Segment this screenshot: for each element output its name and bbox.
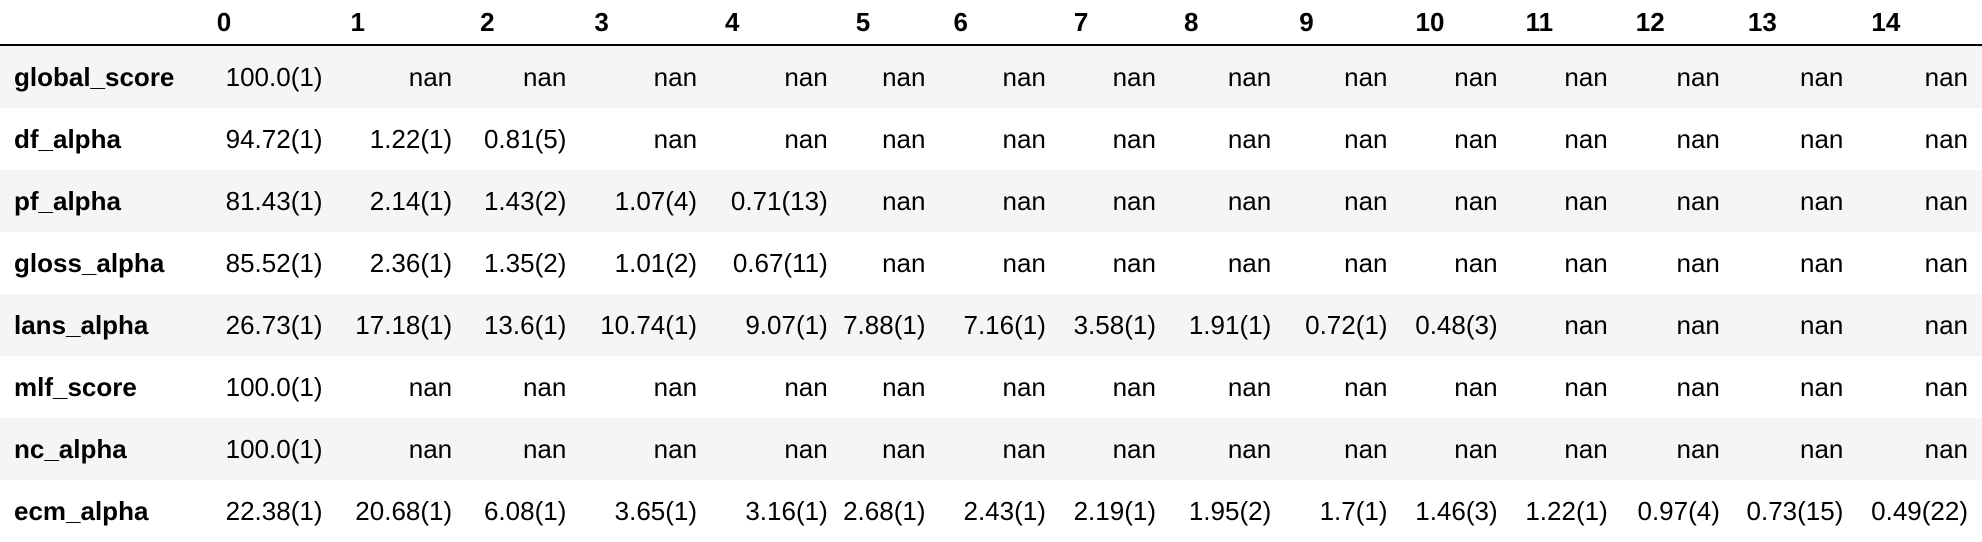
table-row [0,480,1982,542]
table-cell: 1.91(1) [1188,309,1272,340]
column-header: 7 [1060,0,1170,45]
table-cell: nan [1344,371,1388,402]
table-cell: nan [1799,371,1844,402]
table-cell: nan [1924,61,1968,92]
table-cell: nan [1112,61,1156,92]
table-cell: 2.43(1) [963,495,1046,526]
table-cell: nan [784,123,828,154]
table-cell: 1.01(2) [614,247,698,278]
table-row [0,294,1982,356]
table-cell: nan [1454,123,1498,154]
table-cell: 0.67(11) [732,247,828,278]
table-cell: 1.22(1) [369,123,453,154]
table-cell: nan [653,123,698,154]
table-cell: nan [1227,247,1272,278]
column-header: 9 [1285,0,1401,45]
column-header: 6 [939,0,1059,45]
table-cell: 1.46(3) [1415,495,1498,526]
row-index-label: lans_alpha [14,309,149,340]
table-cell: 1.07(4) [614,185,698,216]
table-cell: nan [784,61,828,92]
table-cell: 100.0(1) [225,61,323,92]
table-cell: nan [1799,309,1844,340]
table-cell: 17.18(1) [355,309,453,340]
table-cell: 3.16(1) [745,495,828,526]
table-cell: nan [882,433,926,464]
table-cell: nan [1344,123,1388,154]
column-header: 1 [336,0,466,45]
table-cell: 10.74(1) [600,309,698,340]
table-cell: nan [1676,247,1720,278]
table-cell: nan [882,61,926,92]
table-cell: nan [1924,309,1968,340]
column-header: 12 [1622,0,1734,45]
table-cell: nan [1564,61,1608,92]
table-cell: nan [1227,433,1272,464]
table-cell: 0.48(3) [1415,309,1498,340]
table-cell: nan [653,433,698,464]
table-body [0,45,1982,542]
table-cell: 9.07(1) [745,309,828,340]
table-cell: 7.16(1) [963,309,1046,340]
table-cell: nan [1002,185,1046,216]
table-cell: 85.52(1) [225,247,323,278]
table-cell: nan [1799,433,1844,464]
row-index-label: gloss_alpha [14,247,165,278]
table-cell: 0.73(15) [1746,495,1844,526]
table-cell: nan [1112,371,1156,402]
table-cell: 1.95(2) [1188,495,1272,526]
table-cell: nan [1454,371,1498,402]
column-header: 5 [842,0,940,45]
table-cell: 13.6(1) [483,309,567,340]
table-cell: nan [1564,247,1608,278]
table-cell: nan [882,247,926,278]
table-cell: nan [1564,123,1608,154]
table-cell: 1.43(2) [483,185,567,216]
table-cell: 3.58(1) [1073,309,1156,340]
table-cell: 81.43(1) [225,185,323,216]
table-cell: 1.7(1) [1319,495,1388,526]
row-index-label: mlf_score [14,371,137,402]
table-cell: 6.08(1) [483,495,567,526]
row-index-label: nc_alpha [14,433,127,464]
table-cell: nan [1799,61,1844,92]
table-cell: nan [1799,247,1844,278]
table-cell: 100.0(1) [225,371,323,402]
table-cell: 0.49(22) [1871,495,1968,526]
table-row [0,45,1982,108]
table-cell: nan [784,371,828,402]
column-header: 13 [1734,0,1857,45]
index-header [0,0,203,45]
table-cell: nan [1924,247,1968,278]
table-row [0,170,1982,232]
table-cell: nan [1112,123,1156,154]
table-cell: nan [1344,433,1388,464]
column-header: 2 [466,0,580,45]
column-header: 3 [580,0,711,45]
column-header: 0 [203,0,337,45]
table-cell: nan [1564,433,1608,464]
table-cell: nan [1564,371,1608,402]
table-cell: nan [1112,185,1156,216]
table-cell: 2.36(1) [369,247,453,278]
table-cell: nan [1227,123,1272,154]
table-cell: 1.35(2) [483,247,567,278]
table-cell: nan [1676,61,1720,92]
table-cell: nan [1344,61,1388,92]
column-header: 8 [1170,0,1285,45]
table-cell: nan [408,61,453,92]
table-cell: nan [1924,433,1968,464]
row-index-label: pf_alpha [14,185,121,216]
table-cell: 0.81(5) [483,123,567,154]
table-cell: 26.73(1) [225,309,323,340]
table-cell: nan [1344,185,1388,216]
table-cell: nan [653,371,698,402]
column-header: 11 [1512,0,1622,45]
table-cell: 22.38(1) [225,495,323,526]
table-cell: nan [1799,185,1844,216]
table-cell: nan [1676,309,1720,340]
table-cell: nan [1112,433,1156,464]
table-cell: 0.72(1) [1305,309,1388,340]
table-cell: nan [1676,371,1720,402]
table-cell: 3.65(1) [614,495,698,526]
table-cell: nan [882,123,926,154]
header-row [0,0,1982,45]
table-cell: nan [1676,433,1720,464]
table-cell: nan [1924,185,1968,216]
table-cell: nan [1344,247,1388,278]
table-cell: nan [1002,371,1046,402]
table-cell: nan [408,371,453,402]
table-cell: 2.14(1) [369,185,453,216]
table-cell: nan [1002,247,1046,278]
table-cell: 0.97(4) [1637,495,1720,526]
row-index-label: df_alpha [14,123,121,154]
table-row [0,356,1982,418]
table-cell: nan [882,185,926,216]
table-cell: nan [1799,123,1844,154]
row-index-label: global_score [14,61,175,92]
table-cell: nan [1002,433,1046,464]
table-cell: nan [1676,185,1720,216]
column-header: 14 [1857,0,1982,45]
table-cell: nan [1454,185,1498,216]
table-cell: 94.72(1) [225,123,323,154]
table-cell: 7.88(1) [843,309,926,340]
table-cell: nan [522,61,567,92]
column-header: 10 [1402,0,1512,45]
table-cell: nan [1924,371,1968,402]
table-cell: nan [1002,61,1046,92]
table-cell: nan [1454,433,1498,464]
table-cell: 0.71(13) [730,185,828,216]
table-cell: 100.0(1) [225,433,323,464]
row-index-label: ecm_alpha [14,495,149,526]
table-cell: nan [653,61,698,92]
table-cell: nan [1454,247,1498,278]
table-row [0,108,1982,170]
table-cell: nan [1564,309,1608,340]
table-cell: nan [1227,61,1272,92]
table-cell: nan [1924,123,1968,154]
table-cell: nan [882,371,926,402]
table-cell: nan [1112,247,1156,278]
table-cell: nan [1002,123,1046,154]
table-cell: nan [522,371,567,402]
table-row [0,418,1982,480]
table-cell: nan [408,433,453,464]
table-cell: nan [1227,371,1272,402]
table-cell: 1.22(1) [1525,495,1608,526]
table-cell: nan [784,433,828,464]
column-header: 4 [711,0,842,45]
table-cell: 2.19(1) [1073,495,1156,526]
table-row [0,232,1982,294]
table-cell: 20.68(1) [355,495,453,526]
table-cell: 2.68(1) [843,495,926,526]
table-cell: nan [1564,185,1608,216]
table-cell: nan [1676,123,1720,154]
table-cell: nan [522,433,567,464]
table-cell: nan [1227,185,1272,216]
table-cell: nan [1454,61,1498,92]
